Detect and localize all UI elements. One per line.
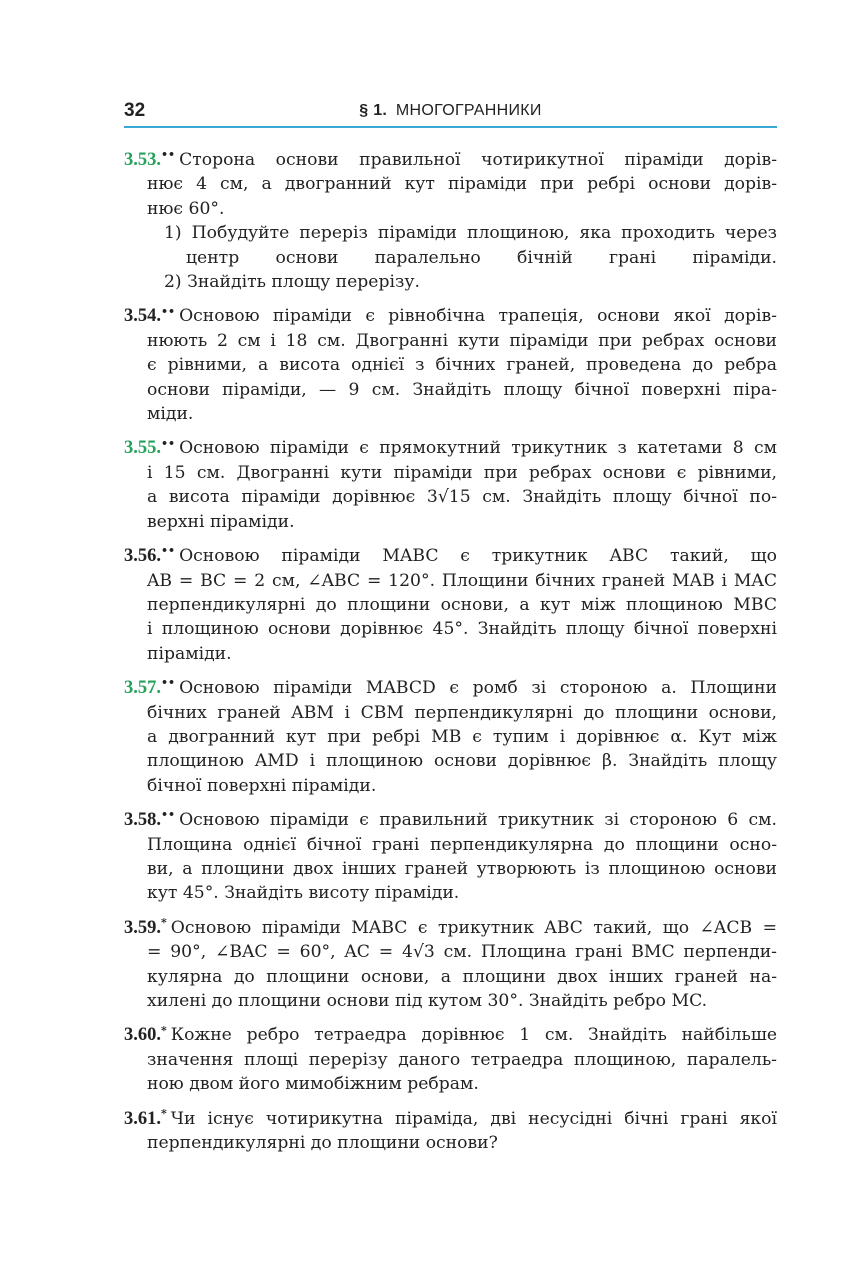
page-header <box>124 100 777 128</box>
problem-text: Кожне ребро тетраедра дорівнює 1 см. Знайдіть найбільше <box>170 1025 777 1046</box>
problem-text: Основою піраміди MABC є трикутник ABC такий, що <box>179 546 777 567</box>
problem-text: піраміди. <box>147 643 232 664</box>
sub-question-text: Побудуйте переріз піраміди площиною, яка проходить через <box>191 223 777 244</box>
problem-text: = 90°, ∠BAC = 60°, AC = 4√3 см. Площина грані BMC перпенди- <box>147 942 777 963</box>
problem-text-line <box>124 304 777 328</box>
problem-item <box>124 916 777 1014</box>
problem-text: верхні піраміди. <box>147 511 295 532</box>
sub-question-marker: 1) <box>164 223 182 244</box>
difficulty-mark: * <box>161 916 167 930</box>
difficulty-mark: •• <box>161 676 176 690</box>
problem-number: 3.56. <box>124 546 161 567</box>
problem-text: Основою піраміди є прямокутний трикутник з катетами 8 см <box>179 438 777 459</box>
problem-text: міди. <box>147 404 194 425</box>
problem-text-line <box>124 965 777 989</box>
problem-text: перпендикулярні до площини основи, а кут між площиною MBC <box>147 594 777 615</box>
problem-number: 3.53. <box>124 150 161 170</box>
problem-text: а висота піраміди дорівнює 3√15 см. Знайдіть площу бічної по- <box>147 487 777 508</box>
problem-text: Основою піраміди є рівнобічна трапеція, основи якої дорів- <box>179 306 777 327</box>
problem-text: Площина однієї бічної грані перпендикулярна до площини осно- <box>147 834 777 855</box>
problem-number: 3.57. <box>124 678 161 699</box>
problem-text: нює 60°. <box>147 198 225 219</box>
sub-question-line <box>124 246 777 270</box>
problem-text: і 15 см. Двогранні кути піраміди при ребрах основи є рівними, <box>147 462 777 483</box>
problem-text: основи піраміди, — 9 см. Знайдіть площу бічної поверхні піра- <box>147 379 777 400</box>
difficulty-mark: •• <box>161 436 176 450</box>
problem-text-line <box>124 1107 777 1131</box>
problem-text: площиною AMD і площиною основи дорівнює β. Знайдіть площу <box>147 751 777 772</box>
problem-number: 3.54. <box>124 306 161 327</box>
difficulty-mark: * <box>161 1023 167 1037</box>
problem-number: 3.60. <box>124 1025 161 1046</box>
problem-text: бічної поверхні піраміди. <box>147 775 377 796</box>
problem-number: 3.58. <box>124 810 161 831</box>
problem-number: 3.61. <box>124 1108 161 1129</box>
problem-text-line <box>124 461 777 485</box>
problem-item <box>124 808 777 906</box>
problem-text-line <box>124 510 777 534</box>
difficulty-mark: •• <box>161 808 176 822</box>
problem-text: Основою піраміди MABCD є ромб зі стороною a. Площини <box>179 678 777 699</box>
problem-text: хилені до площини основи під кутом 30°. Знайдіть ребро MC. <box>147 991 708 1011</box>
problem-item <box>124 676 777 798</box>
problem-text: нюють 2 см і 18 см. Двогранні кути піраміди при ребрах основи <box>147 330 777 351</box>
problem-text-line <box>124 857 777 881</box>
problem-text: є рівними, а висота однієї з бічних граней, проведена до ребра <box>147 355 777 376</box>
problem-text: значення площі перерізу даного тетраедра площиною, паралель- <box>147 1049 777 1070</box>
problem-text-line <box>124 881 777 905</box>
problem-text-line <box>124 544 777 568</box>
problem-number: 3.55. <box>124 438 161 459</box>
problem-text-line <box>124 916 777 940</box>
problem-text-line <box>124 617 777 641</box>
problem-text-line <box>124 1131 777 1155</box>
problem-text: ви, а площини двох інших граней утворюють із площиною основи <box>147 858 777 879</box>
problem-text-line <box>124 1072 777 1096</box>
problem-text-line <box>124 436 777 460</box>
problem-text-line <box>124 329 777 353</box>
problem-text-line <box>124 642 777 666</box>
problem-text: кут 45°. Знайдіть висоту піраміди. <box>147 883 460 904</box>
problem-item <box>124 1023 777 1096</box>
problem-text: нює 4 см, а двогранний кут піраміди при ребрі основи дорів- <box>147 174 777 195</box>
page-number: 32 <box>124 100 146 121</box>
problem-text-line <box>124 989 777 1013</box>
problem-list <box>124 148 777 1165</box>
problem-text-line <box>124 378 777 402</box>
problem-text-line <box>124 701 777 725</box>
problem-text-line <box>124 353 777 377</box>
problem-text-line <box>124 1023 777 1047</box>
problem-text-line <box>124 1048 777 1072</box>
problem-text-line <box>124 485 777 509</box>
section-title <box>124 102 777 120</box>
problem-text-line <box>124 774 777 798</box>
problem-text-line <box>124 402 777 426</box>
problem-text-line <box>124 676 777 700</box>
problem-item <box>124 436 777 534</box>
problem-text: AB = BC = 2 см, ∠ABC = 120°. Площини бічних граней MAB і MAC <box>147 570 777 591</box>
problem-text: перпендикулярні до площини основи? <box>147 1133 498 1154</box>
problem-text: і площиною основи дорівнює 45°. Знайдіть площу бічної поверхні <box>147 619 777 640</box>
problem-text: Чи існує чотирикутна піраміда, дві несусідні бічні грані якої <box>170 1108 777 1129</box>
problem-text: Основою піраміди є правильний трикутник зі стороною 6 см. <box>179 810 777 831</box>
problem-item <box>124 148 777 294</box>
section-number: § 1. <box>359 102 388 119</box>
sub-question-marker: 2) <box>164 272 182 293</box>
difficulty-mark: •• <box>161 304 176 318</box>
problem-text: Основою піраміди MABC є трикутник ABC такий, що ∠ACB = <box>170 917 777 938</box>
difficulty-mark: •• <box>161 544 176 558</box>
problem-text-line <box>124 725 777 749</box>
difficulty-mark: * <box>161 1106 167 1120</box>
sub-question-line <box>124 221 777 245</box>
problem-text-line <box>124 148 777 172</box>
problem-text: Сторона основи правильної чотирикутної піраміди дорів- <box>179 150 777 170</box>
problem-text: бічних граней ABM і CBM перпендикулярні до площини основи, <box>147 702 777 723</box>
problem-text-line <box>124 808 777 832</box>
problem-text-line <box>124 940 777 964</box>
problem-text-line <box>124 197 777 221</box>
problem-text: ною двом його мимобіжним ребрам. <box>147 1074 479 1095</box>
problem-text-line <box>124 593 777 617</box>
problem-text: а двогранний кут при ребрі MB є тупим і дорівнює α. Кут між <box>147 726 777 747</box>
sub-question-text: Знайдіть площу перерізу. <box>187 272 420 293</box>
section-name: МНОГОГРАННИКИ <box>395 102 542 119</box>
problem-item <box>124 544 777 666</box>
sub-question-text: центр основи паралельно бічній грані піраміди. <box>186 247 777 268</box>
difficulty-mark: •• <box>161 148 176 162</box>
problem-text-line <box>124 749 777 773</box>
problem-number: 3.59. <box>124 917 161 938</box>
problem-text-line <box>124 172 777 196</box>
problem-text-line <box>124 833 777 857</box>
problem-item <box>124 1107 777 1156</box>
problem-text: кулярна до площини основи, а площини двох інших граней на- <box>147 966 777 987</box>
sub-question-line <box>124 270 777 294</box>
problem-item <box>124 304 777 426</box>
problem-text-line <box>124 569 777 593</box>
